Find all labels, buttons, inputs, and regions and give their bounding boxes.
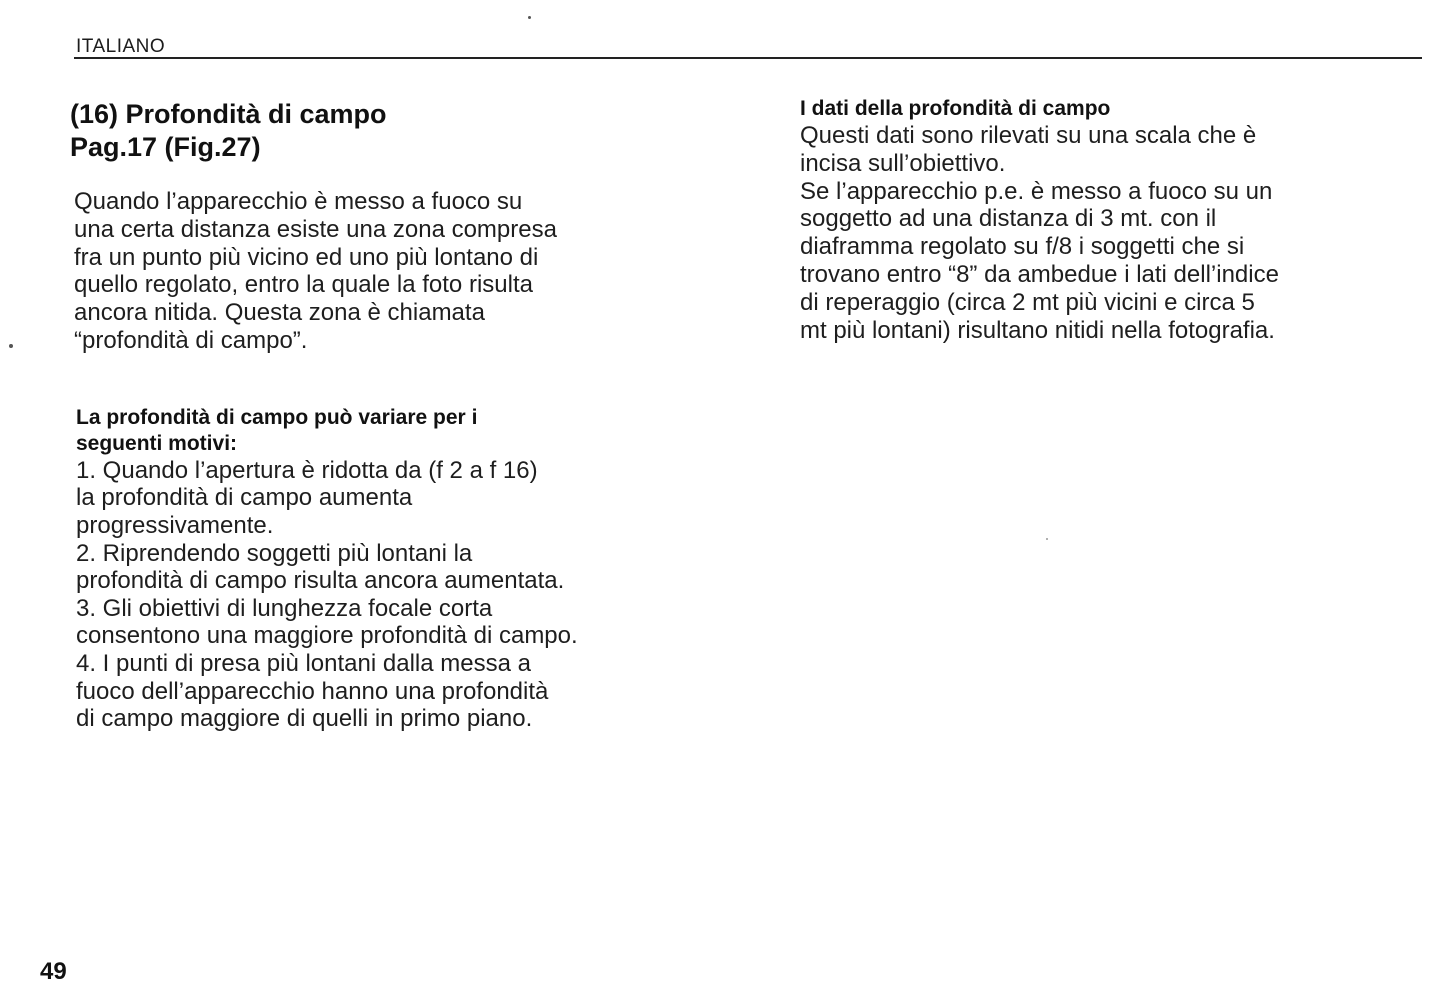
depth-data-line: soggetto ad una distanza di 3 mt. con il bbox=[800, 205, 1217, 233]
intro-line: ancora nitida. Questa zona è chiamata bbox=[74, 299, 485, 327]
scan-speck bbox=[1046, 538, 1048, 540]
depth-data-line: di reperaggio (circa 2 mt più vicini e circa 5 bbox=[800, 288, 1255, 316]
variation-list bbox=[70, 405, 750, 733]
list-line: profondità di campo risulta ancora aumentata. bbox=[76, 567, 565, 595]
list-line: di campo maggiore di quelli in primo piano. bbox=[76, 705, 533, 733]
list-line: 4. I punti di presa più lontani dalla messa a bbox=[76, 649, 531, 677]
list-line: 2. Riprendendo soggetti più lontani la bbox=[76, 539, 473, 567]
list-line: 3. Gli obiettivi di lunghezza focale corta bbox=[76, 594, 493, 622]
depth-data-line: mt più lontani) risultano nitidi nella fotografia. bbox=[800, 316, 1275, 344]
list-heading-line-2: seguenti motivi: bbox=[76, 431, 238, 455]
section-title-line-1: (16) Profondità di campo bbox=[70, 99, 387, 129]
intro-line: Quando l’apparecchio è messo a fuoco su bbox=[74, 188, 523, 215]
left-column bbox=[70, 98, 750, 733]
section-title bbox=[70, 98, 750, 164]
language-header: ITALIANO bbox=[76, 36, 166, 57]
list-line: la profondità di campo aumenta bbox=[76, 484, 413, 512]
scan-speck bbox=[9, 344, 13, 348]
intro-line: “profondità di campo”. bbox=[74, 326, 308, 354]
right-column bbox=[800, 96, 1420, 344]
intro-line: fra un punto più vicino ed uno più lontano di bbox=[74, 243, 539, 271]
page-number: 49 bbox=[40, 958, 67, 985]
depth-data-line: Questi dati sono rilevati su una scala che è bbox=[800, 122, 1257, 149]
intro-line: una certa distanza esiste una zona compresa bbox=[74, 215, 557, 243]
list-heading-line-1: La profondità di campo può variare per i bbox=[76, 405, 478, 429]
header-rule bbox=[74, 57, 1422, 59]
depth-data-line: diaframma regolato su f/8 i soggetti che si bbox=[800, 233, 1245, 261]
section-title-line-2: Pag.17 (Fig.27) bbox=[70, 132, 261, 162]
scan-speck bbox=[528, 16, 531, 19]
intro-paragraph bbox=[70, 188, 750, 355]
depth-data-line: incisa sull’obiettivo. bbox=[800, 149, 1006, 177]
depth-data-heading: I dati della profondità di campo bbox=[800, 97, 1111, 120]
list-line: progressivamente. bbox=[76, 511, 274, 539]
list-line: consentono una maggiore profondità di campo. bbox=[76, 622, 578, 650]
depth-data-line: Se l’apparecchio p.e. è messo a fuoco su un bbox=[800, 177, 1273, 205]
intro-line: quello regolato, entro la quale la foto risulta bbox=[74, 271, 533, 299]
list-line: fuoco dell’apparecchio hanno una profondità bbox=[76, 677, 549, 705]
list-line: 1. Quando l’apertura è ridotta da (f 2 a f 16) bbox=[76, 456, 538, 484]
depth-data-line: trovano entro “8” da ambedue i lati dell’indice bbox=[800, 260, 1279, 288]
